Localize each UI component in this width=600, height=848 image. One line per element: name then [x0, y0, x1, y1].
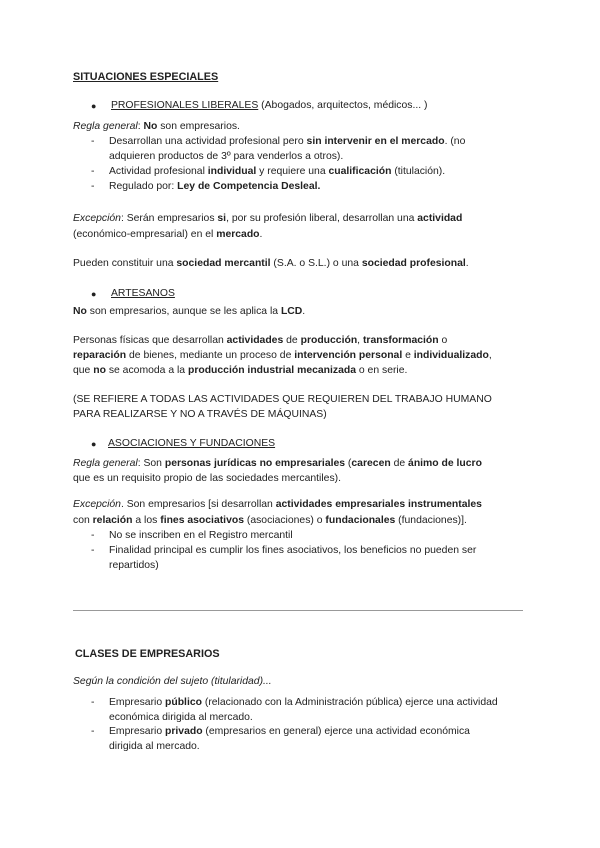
list-item: Empresario público (relacionado con la Administración pública) ejerce una actividad — [109, 697, 498, 708]
dash-bullet: - — [91, 181, 95, 192]
regla-general-line: Regla general: No son empresarios. — [73, 121, 240, 132]
bullet-icon: ● — [91, 289, 97, 299]
artesanos-caps-line-2: PARA REALIZARSE Y NO A TRAVÉS DE MÁQUINAS) — [73, 409, 327, 420]
bullet-icon: ● — [91, 101, 97, 111]
list-item-continuation: adquieren productos de 3º para venderlos a otros). — [109, 151, 344, 162]
asociaciones-excepcion-line-1: Excepción. Son empresarios [si desarrollan actividades empresariales instrumentales — [73, 499, 482, 510]
heading-artesanos: ARTESANOS — [111, 288, 175, 299]
list-item: Actividad profesional individual y requiere una cualificación (titulación). — [109, 166, 446, 177]
artesanos-para-line-1: Personas físicas que desarrollan actividades de producción, transformación o — [73, 335, 448, 346]
list-item-continuation: repartidos) — [109, 560, 159, 571]
dash-bullet: - — [91, 530, 95, 541]
dash-bullet: - — [91, 136, 95, 147]
artesanos-para-line-3: que no se acomoda a la producción industrial mecanizada o en serie. — [73, 365, 408, 376]
excepcion-line-2: (económico-empresarial) en el mercado. — [73, 229, 263, 240]
list-item: No se inscriben en el Registro mercantil — [109, 530, 293, 541]
artesanos-no-line: No son empresarios, aunque se les aplica la LCD. — [73, 306, 306, 317]
dash-bullet: - — [91, 697, 95, 708]
section-title-clases: CLASES DE EMPRESARIOS — [75, 648, 220, 660]
bullet-icon: ● — [91, 439, 97, 449]
asociaciones-regla-line-1: Regla general: Son personas jurídicas no empresariales (carecen de ánimo de lucro — [73, 458, 482, 469]
heading-asociaciones: ASOCIACIONES Y FUNDACIONES — [108, 438, 276, 449]
list-item: Empresario privado (empresarios en general) ejerce una actividad económica — [109, 726, 470, 737]
section-title-situaciones: SITUACIONES ESPECIALES — [73, 71, 219, 83]
asociaciones-excepcion-line-2: con relación a los fines asociativos (asociaciones) o fundacionales (fundaciones)]. — [73, 515, 467, 526]
heading-profesionales: PROFESIONALES LIBERALES (Abogados, arquitectos, médicos... ) — [111, 100, 428, 111]
artesanos-para-line-2: reparación de bienes, mediante un proceso de intervención personal e individualizado, — [73, 350, 492, 361]
horizontal-divider — [73, 610, 523, 611]
list-item: Regulado por: Ley de Competencia Desleal. — [109, 181, 321, 192]
list-item: Desarrollan una actividad profesional pero sin intervenir en el mercado. (no — [109, 136, 466, 147]
dash-bullet: - — [91, 545, 95, 556]
dash-bullet: - — [91, 166, 95, 177]
list-item-continuation: dirigida al mercado. — [109, 741, 200, 752]
sociedad-line: Pueden constituir una sociedad mercantil (S.A. o S.L.) o una sociedad profesional. — [73, 258, 469, 269]
list-item: Finalidad principal es cumplir los fines asociativos, los beneficios no pueden ser — [109, 545, 477, 556]
excepcion-line-1: Excepción: Serán empresarios si, por su profesión liberal, desarrollan una actividad — [73, 213, 463, 224]
list-item-continuation: económica dirigida al mercado. — [109, 712, 253, 723]
dash-bullet: - — [91, 726, 95, 737]
asociaciones-regla-line-2: que es un requisito propio de las sociedades mercantiles). — [73, 473, 342, 484]
section2-subtitle: Según la condición del sujeto (titularidad)... — [73, 676, 272, 687]
artesanos-caps-line-1: (SE REFIERE A TODAS LAS ACTIVIDADES QUE REQUIEREN DEL TRABAJO HUMANO — [73, 394, 492, 405]
